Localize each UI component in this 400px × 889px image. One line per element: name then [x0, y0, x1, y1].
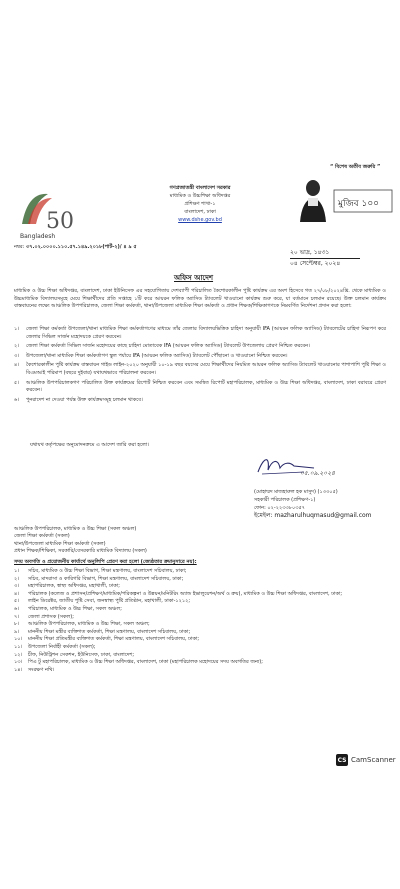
- left-logo-label: Bangladesh: [20, 233, 56, 240]
- signature-date: ০৫.০৯.২০২৪: [300, 470, 336, 477]
- copy-item: [14, 659, 386, 667]
- directive-item: [14, 397, 386, 405]
- copy-text: মাননীয় শিক্ষা মন্ত্রীর ব্যক্তিগত কর্মকর্তা, শিক্ষা মন্ত্রণালয়, বাংলাদেশ সচিবালয়, ঢাকা;: [28, 628, 191, 635]
- approval-line: যথাযথ কর্তৃপক্ষের অনুমোদনক্রমে এ আদেশ জারি করা হলো।: [30, 442, 150, 448]
- signer-phone: ফোন: ০২-২২৩৩৮০৩৫৭: [254, 505, 305, 511]
- copy-text: উপজেলা নির্বাহী কর্মকর্তা (সকল);: [28, 643, 96, 650]
- copy-text: লাইন ডিরেক্টর, জাতীয় পুষ্টি সেবা, জনস্বাস্থ্য পুষ্টি প্রতিষ্ঠান, মহাখালী, ঢাকা-১২১২;: [28, 598, 191, 605]
- memo-number-value: ৩৭.০২.০০০০.১১০.৫৭.১৪৯.২০১৮(পার্ট-২)/ ৪ ৯ ৫: [25, 244, 137, 250]
- item-number: ৫।: [14, 379, 20, 386]
- gov-line-4: বাংলাদেশ, ঢাকা: [184, 209, 216, 215]
- camscanner-label: CamScanner: [351, 756, 396, 764]
- memo-label: নম্বর:: [14, 244, 25, 250]
- signer-designation: সহকারী পরিচালক (প্রশিক্ষণ-১): [254, 497, 316, 503]
- copy-number: ১৩।: [14, 659, 23, 666]
- distribution-item: প্রধান শিক্ষক/শিক্ষিকা, সরকারি/বেসরকারি মাধ্যমিক বিদ্যালয় (সকল): [14, 548, 147, 555]
- copy-number: ১০।: [14, 636, 23, 643]
- item-text: জেলা শিক্ষা কর্মকর্তা সিভিল সার্জন মহোদয়ের কাছে চাহিদা মোতাবেক IFA (আয়রন ফলিক অ্যাসিড) ট্যাবলেট উপজেলায় প্রেরণ নিশ্চিত করবেন।: [26, 343, 310, 350]
- copy-text: সচিব, মাদরাসা ও কারিগরি বিভাগ, শিক্ষা মন্ত্রণালয়, বাংলাদেশ সচিবালয়, ঢাকা;: [28, 575, 184, 582]
- copy-text: সংরক্ষণ নথি।: [28, 666, 55, 673]
- directive-item: [14, 380, 386, 395]
- copy-number: ৮।: [14, 621, 20, 628]
- copy-text: মহাপরিচালক, স্বাস্থ্য অধিদপ্তর, মহাখালী, ঢাকা;: [28, 583, 120, 590]
- right-logo-label: মুজিব ১০০: [338, 199, 380, 209]
- copy-number: ১৪।: [14, 666, 23, 673]
- copy-item: [14, 621, 386, 629]
- item-number: ৩।: [14, 352, 20, 359]
- item-number: ১।: [14, 326, 20, 332]
- signer-block: [254, 488, 372, 520]
- copy-text: আঞ্চলিক উপপরিচালক, মাধ্যমিক ও উচ্চ শিক্ষা, সকল অঞ্চল;: [28, 621, 150, 628]
- urgent-label: “ বিশেষ অতীব জরুরি ”: [330, 164, 381, 170]
- portrait-image: [296, 176, 330, 222]
- directive-item: [14, 343, 386, 351]
- copy-list: [14, 568, 386, 674]
- government-header: [100, 184, 300, 224]
- intro-paragraph: মাধ্যমিক ও উচ্চ শিক্ষা অধিদপ্তর, বাংলাদেশ, ঢাকা ইউনিসেফ এর সহযোগিতায় দেশব্যাপী পরিচালিত কৈশোরকালীন পুষ্টি কার্যক্রম এর অংশ হিসেবে গত ২৭/০৮/২০২৪খ্রি. থেকে মাধ্যমিক ও উচ্চমাধ্যমিক বিদ্যালয়সমূহে মেয়ে শিক্ষার্থীদের প্রতি সপ্তাহে ১টি করে আয়রন ফলিক অ্যাসিড ট্যাবলেট খাওয়ানো কার্যক্রম শুরু করে, যা বর্তমানে চলমান রয়েছে। উক্ত চলমান কার্যক্রম বাস্তবায়নের লক্ষ্যে আঞ্চলিক উপপরিচালক, জেলা শিক্ষা কর্মকর্তা, থানা/উপজেলা মাধ্যমিক শিক্ষা কর্মকর্তা ও প্রধান শিক্ষক/শিক্ষিকাগণকে নিম্নবর্ণিত নির্দেশনা প্রদান করা হলো:: [14, 288, 386, 310]
- order-title: অফিস আদেশ: [174, 274, 214, 282]
- item-text: জেলা শিক্ষা কর্মকর্তা উপজেলা/থানা মাধ্যমিক শিক্ষা কর্মকর্তাগণের মাধ্যমে তাঁর জেলার বিদ্যালয়ভিত্তিক চাহিদা অনুযায়ী IFA (আয়রন ফলিক অ্যাসিড) ট্যাবলেটের চাহিদা নিরূপণ করে জেলার সিভিল সার্জন মহোদয়কে প্রেরণ করবেন।: [26, 326, 386, 340]
- distribution-item: থানা/উপজেলা মাধ্যমিক শিক্ষা কর্মকর্তা (সকল): [14, 540, 106, 547]
- distribution-item: জেলা শিক্ষা কর্মকর্তা (সকল): [14, 533, 70, 540]
- copy-text: মাননীয় শিক্ষা প্রতিমন্ত্রীর ব্যক্তিগত কর্মকর্তা, শিক্ষা মন্ত্রণালয়, বাংলাদেশ সচিবালয়, ঢাকা;: [28, 636, 200, 643]
- copy-text: চীফ, নিউট্রিশন সেকশন, ইউনিসেফ, ঢাকা, বাংলাদেশ;: [28, 651, 135, 658]
- copy-item: [14, 667, 386, 675]
- issue-date: [290, 248, 360, 269]
- copy-number: ১।: [14, 568, 20, 574]
- copy-item: [14, 583, 386, 591]
- distribution-item: আঞ্চলিক উপপরিচালক, মাধ্যমিক ও উচ্চ শিক্ষা (সকল অঞ্চল): [14, 526, 137, 532]
- item-number: ২।: [14, 343, 20, 350]
- gov-line-3: প্রশিক্ষণ শাখা-১: [184, 201, 216, 207]
- copy-item: [14, 644, 386, 652]
- copy-item: [14, 568, 386, 576]
- mujib-100-logo: [332, 184, 394, 220]
- directive-item: [14, 326, 386, 341]
- bangladesh-50-logo: [14, 184, 74, 244]
- date-bengali: ২০ ভাদ্র, ১৪৩১: [290, 249, 330, 256]
- copy-text: সচিব, মাধ্যমিক ও উচ্চ শিক্ষা বিভাগ, শিক্ষা মন্ত্রণালয়, বাংলাদেশ সচিবালয়, ঢাকা;: [28, 568, 187, 574]
- copy-number: ২।: [14, 575, 20, 582]
- svg-text:50: 50: [46, 209, 74, 234]
- directive-list: [14, 326, 386, 406]
- copy-number: ৬।: [14, 605, 20, 612]
- copy-item: [14, 598, 386, 606]
- item-number: ৬।: [14, 396, 20, 403]
- gov-line-2: মাধ্যমিক ও উচ্চশিক্ষা অধিদপ্তর: [169, 193, 231, 199]
- signer-email: ইমেইল: mazharulhuqmasud@gmail.com: [254, 512, 372, 519]
- camscanner-icon: CS: [336, 754, 348, 766]
- copy-number: ৭।: [14, 613, 20, 620]
- copy-number: ১১।: [14, 643, 23, 650]
- date-gregorian: ০৪ সেপ্টেম্বর, ২০২৪: [290, 260, 341, 267]
- distribution-list: [14, 526, 147, 556]
- item-text: উপজেলা/থানা মাধ্যমিক শিক্ষা কর্মকর্তাগণ স্কুল পর্যায়ে IFA (আয়রন ফলিক অ্যাসিড) ট্যাবলেট পৌঁছানো ও খাওয়ানো নিশ্চিত করবেন।: [26, 352, 288, 359]
- website-link[interactable]: www.dshe.gov.bd: [178, 217, 222, 223]
- signer-name: (মোহাম্মদ মাজহারুল হক মাসুদ) (১৩৩০৫): [254, 489, 338, 495]
- memo-number: [14, 244, 137, 252]
- camscanner-watermark: [336, 754, 396, 766]
- item-number: ৪।: [14, 362, 20, 369]
- copy-heading: সদয় অবগতি ও প্রয়োজনীয় কার্যার্থে অনুলিপি প্রেরণ করা হলো (জ্যেষ্ঠতার ক্রমানুসারে নয়):: [14, 559, 197, 565]
- copy-text: পিএ টু মহাপরিচালক, মাধ্যমিক ও উচ্চ শিক্ষা অধিদপ্তর, বাংলাদেশ, ঢাকা (মহাপরিচালক মহোদয়ের সদয় অবগতির জন্য);: [28, 659, 263, 666]
- copy-item: [14, 652, 386, 660]
- copy-number: ৩।: [14, 583, 20, 590]
- copy-number: ৪।: [14, 590, 20, 597]
- copy-number: ১২।: [14, 651, 23, 658]
- copy-text: পরিচালক (কলেজ ও প্রশাসন/প্রশিক্ষণ/মাধ্যমিক/পরিকল্পনা ও উন্নয়ন/মনিটরিং অ্যান্ড ইভালুয়েশন/অর্থ ও ক্রয়), মাধ্যমিক ও উচ্চ শিক্ষা অধিদপ্তর, বাংলাদেশ, ঢাকা;: [28, 590, 343, 597]
- directive-item: [14, 353, 386, 361]
- item-text: আঞ্চলিক উপপরিচালকগণ পরিচালিত উক্ত কার্যক্রমের রিপোর্ট নিশ্চিত করবেন এবং সমন্বিত রিপোর্ট মহাপরিচালক, মাধ্যমিক ও উচ্চ শিক্ষা অধিদপ্তর, বাংলাদেশ, ঢাকা বরাবরে প্রেরণ করবেন।: [26, 379, 386, 394]
- copy-item: [14, 606, 386, 614]
- copy-text: জেলা প্রশাসক (সকল);: [28, 613, 74, 620]
- item-text: কৈশোরকালীন পুষ্টি কার্যক্রম বাস্তবায়ন গাইড লাইন-২০২০ অনুযায়ী ১০-১৯ বছর বয়সের মেয়ে শিক্ষার্থীদের নিয়মিত আয়রন ফলিক অ্যাসিড ট্যাবলেট খাওয়ানোর পাশাপাশি পুষ্টি শিক্ষা ও বিএমআই পরিমাপ (বছরে দুইবার) যথাযথভাবে পরিচালনা করবেন।: [26, 362, 386, 376]
- copy-text: পরিচালক, মাধ্যমিক ও উচ্চ শিক্ষা, সকল অঞ্চল;: [28, 605, 122, 612]
- item-text: পুনরাদেশ না দেওয়া পর্যন্ত উক্ত কার্যক্রমসমূহ চলমান থাকবে।: [26, 396, 143, 403]
- copy-number: ৯।: [14, 628, 20, 635]
- copy-number: ৫।: [14, 598, 20, 605]
- copy-item: [14, 636, 386, 644]
- gov-line-1: গণপ্রজাতন্ত্রী বাংলাদেশ সরকার: [169, 185, 231, 191]
- directive-item: [14, 362, 386, 377]
